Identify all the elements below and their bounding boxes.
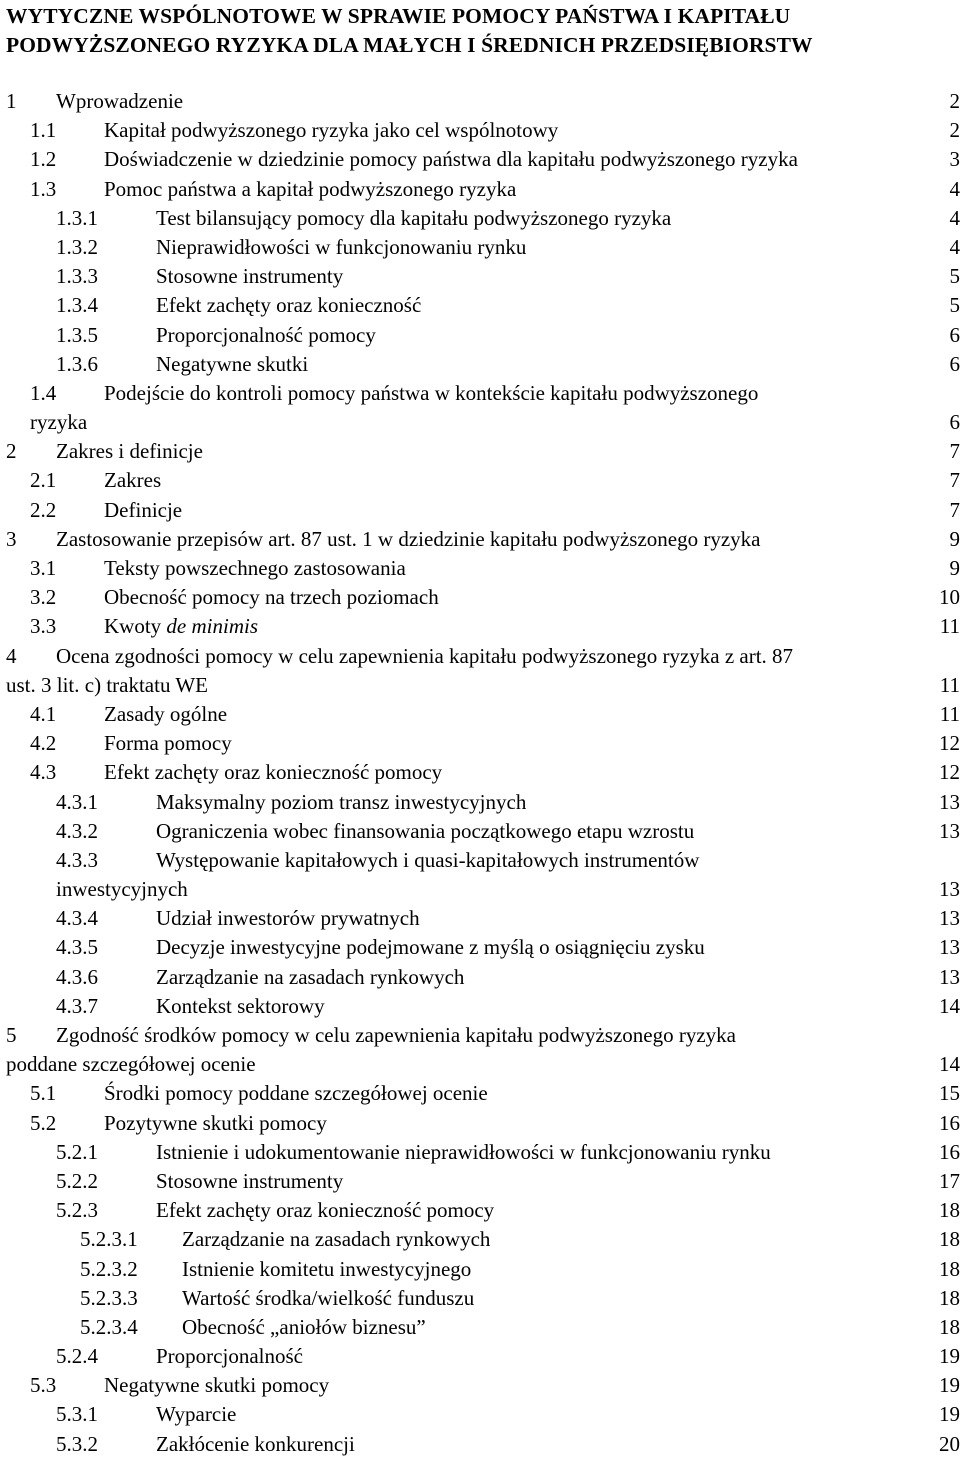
toc-entry-title [156,1196,494,1225]
toc-entry-title [104,1371,329,1400]
toc-entry-page-number: 2 [950,87,960,116]
toc-entry[interactable] [0,321,960,350]
toc-entry-title-text: Ocena zgodności pomocy w celu zapewnienia kapitału podwyższonego ryzyka z art. 87 [56,644,793,668]
toc-entry-page-number: 19 [939,1400,960,1429]
toc-entry-title-text: Efekt zachęty oraz konieczność pomocy [104,760,442,784]
toc-entry-number: 5.2.3.3 [80,1284,138,1313]
toc-entry-title-text: Wprowadzenie [56,89,183,113]
toc-entry-title [104,175,516,204]
toc-entry-page-number: 11 [940,671,960,700]
toc-entry-title-text: Kontekst sektorowy [156,994,325,1018]
toc-entry-page-number: 4 [950,175,960,204]
toc-entry-title-text: Zasady ogólne [104,702,227,726]
toc-entry-page-number: 9 [950,554,960,583]
toc-entry[interactable] [0,642,960,671]
toc-entry-number: 4.3.2 [56,817,98,846]
toc-entry-title [156,1400,236,1429]
toc-entry-title-text: Zastosowanie przepisów art. 87 ust. 1 w dziedzinie kapitału podwyższonego ryzyka [56,527,760,551]
toc-entry-number: 3 [6,525,17,554]
toc-entry-title-text: Kwoty [104,614,166,638]
toc-entry[interactable] [0,612,960,641]
toc-entry-title [30,408,87,437]
toc-entry[interactable] [0,583,960,612]
toc-entry-number: 3.2 [30,583,56,612]
toc-entry[interactable] [0,1079,960,1108]
toc-entry-title [156,992,325,1021]
toc-entry[interactable] [0,1196,960,1225]
toc-entry-title-text: Zarządzanie na zasadach rynkowych [156,965,464,989]
toc-entry[interactable] [0,1109,960,1138]
toc-entry[interactable] [0,933,960,962]
toc-entry-number: 4.3.3 [56,846,98,875]
toc-entry[interactable] [0,1430,960,1459]
toc-entry-number: 4.3 [30,758,56,787]
toc-entry[interactable] [0,145,960,174]
toc-entry-number: 5.2.3.1 [80,1225,138,1254]
toc-entry-title [156,846,699,875]
toc-entry-title-text: Pozytywne skutki pomocy [104,1111,327,1135]
toc-entry-page-number: 16 [939,1109,960,1138]
toc-entry-title [156,1342,303,1371]
toc-entry-title [182,1255,471,1284]
toc-entry[interactable] [0,729,960,758]
toc-entry-title-text: Efekt zachęty oraz konieczność [156,293,421,317]
toc-entry-number: 1.3.5 [56,321,98,350]
toc-entry-title-text: Zakres i definicje [56,439,203,463]
toc-entry-title [182,1284,474,1313]
toc-entry[interactable] [0,1400,960,1429]
toc-entry-number: 5.2.2 [56,1167,98,1196]
toc-entry-number: 4.3.7 [56,992,98,1021]
toc-entry-number: 1.3.2 [56,233,98,262]
toc-entry-title [156,1167,343,1196]
toc-entry-title [156,817,694,846]
toc-entry-title [156,233,526,262]
toc-entry-number: 1 [6,87,17,116]
toc-entry-title-text: Obecność „aniołów biznesu” [182,1315,426,1339]
toc-entry-number: 3.1 [30,554,56,583]
toc-entry-page-number: 18 [939,1225,960,1254]
toc-entry-title-text: Ograniczenia wobec finansowania początkowego etapu wzrostu [156,819,694,843]
toc-entry-title-text: Stosowne instrumenty [156,1169,343,1193]
toc-entry-title-text: Test bilansujący pomocy dla kapitału podwyższonego ryzyka [156,206,671,230]
toc-entry-page-number: 6 [950,408,960,437]
toc-entry-number: 5.2.4 [56,1342,98,1371]
toc-entry-number: 4.3.1 [56,788,98,817]
toc-entry-title [56,437,203,466]
toc-entry-number: 5 [6,1021,17,1050]
toc-entry-page-number: 11 [940,612,960,641]
toc-entry[interactable] [0,700,960,729]
toc-entry[interactable] [0,1138,960,1167]
toc-entry[interactable] [0,875,960,904]
toc-entry-title-text: Obecność pomocy na trzech poziomach [104,585,439,609]
toc-entry-title [104,612,258,641]
toc-entry-title-text: Proporcjonalność pomocy [156,323,376,347]
toc-entry-title-text: Doświadczenie w dziedzinie pomocy państwa dla kapitału podwyższonego ryzyka [104,147,798,171]
toc-entry-number: 4.3.4 [56,904,98,933]
toc-entry-page-number: 7 [950,496,960,525]
toc-entry[interactable] [0,116,960,145]
toc-entry[interactable] [0,904,960,933]
toc-entry-title [156,1430,355,1459]
toc-entry-title [104,379,758,408]
toc-entry[interactable] [0,963,960,992]
toc-entry[interactable] [0,87,960,116]
toc-entry-page-number: 11 [940,700,960,729]
toc-entry-title-text: Forma pomocy [104,731,232,755]
toc-entry-title [104,466,161,495]
title-line-2: PODWYŻSZONEGO RYZYKA DLA MAŁYCH I ŚREDNICH PRZEDSIĘBIORSTW [6,31,960,60]
toc-entry-page-number: 15 [939,1079,960,1108]
toc-entry-page-number: 7 [950,437,960,466]
toc-entry-title-text: Zgodność środków pomocy w celu zapewnienia kapitału podwyższonego ryzyka [56,1023,736,1047]
toc-entry-number: 4 [6,642,17,671]
toc-entry-title-text: Stosowne instrumenty [156,264,343,288]
toc-entry[interactable] [0,1371,960,1400]
toc-entry[interactable] [0,408,960,437]
toc-entry-title-text: Nieprawidłowości w funkcjonowaniu rynku [156,235,526,259]
toc-entry-page-number: 13 [939,963,960,992]
toc-entry[interactable] [0,379,960,408]
toc-entry-title-italic: de minimis [166,614,258,638]
toc-entry-title-text: ryzyka [30,410,87,434]
toc-entry-page-number: 3 [950,145,960,174]
toc-entry-page-number: 6 [950,321,960,350]
toc-entry[interactable] [0,992,960,1021]
toc-entry[interactable] [0,204,960,233]
toc-entry-title [104,583,439,612]
title-line-1: WYTYCZNE WSPÓLNOTOWE W SPRAWIE POMOCY PAŃSTWA I KAPITAŁU [6,2,960,31]
toc-entry[interactable] [0,233,960,262]
toc-entry-title-text: Środki pomocy poddane szczegółowej ocenie [104,1081,488,1105]
toc-entry-number: 5.3 [30,1371,56,1400]
toc-entry-title [182,1313,426,1342]
toc-entry-title-text: Istnienie komitetu inwestycyjnego [182,1257,471,1281]
toc-entry-number: 5.3.2 [56,1430,98,1459]
toc-entry-title-text: Zakres [104,468,161,492]
toc-entry-title-text: Kapitał podwyższonego ryzyka jako cel wspólnotowy [104,118,558,142]
table-of-contents [0,87,960,1459]
toc-entry-page-number: 7 [950,466,960,495]
toc-entry-page-number: 16 [939,1138,960,1167]
toc-entry-number: 1.4 [30,379,56,408]
toc-entry-page-number: 17 [939,1167,960,1196]
toc-entry[interactable] [0,1255,960,1284]
toc-entry-title [156,204,671,233]
toc-entry-number: 4.3.5 [56,933,98,962]
toc-entry-page-number: 18 [939,1284,960,1313]
toc-entry-page-number: 13 [939,875,960,904]
toc-entry-page-number: 10 [939,583,960,612]
toc-entry[interactable] [0,525,960,554]
toc-entry-title-text: Wyparcie [156,1402,236,1426]
toc-entry[interactable] [0,671,960,700]
toc-entry-page-number: 4 [950,233,960,262]
toc-entry-title [56,642,793,671]
toc-entry-number: 3.3 [30,612,56,641]
toc-entry-title [56,1021,736,1050]
toc-entry-page-number: 13 [939,933,960,962]
toc-entry-page-number: 9 [950,525,960,554]
toc-entry-title-text: Zarządzanie na zasadach rynkowych [182,1227,490,1251]
toc-entry-title-text: Teksty powszechnego zastosowania [104,556,406,580]
toc-entry-title [104,145,798,174]
toc-entry-title [56,525,760,554]
toc-entry-page-number: 18 [939,1196,960,1225]
toc-entry-title [156,904,420,933]
toc-entry-number: 4.3.6 [56,963,98,992]
toc-entry-title-text: Proporcjonalność [156,1344,303,1368]
toc-entry-title-text: Udział inwestorów prywatnych [156,906,420,930]
toc-entry-number: 1.2 [30,145,56,174]
toc-entry-title [104,1109,327,1138]
toc-entry-page-number: 5 [950,291,960,320]
toc-entry-title-text: Negatywne skutki pomocy [104,1373,329,1397]
toc-entry[interactable] [0,1313,960,1342]
toc-entry-number: 5.2.3.4 [80,1313,138,1342]
toc-entry-title [104,1079,488,1108]
toc-entry-title-text: Występowanie kapitałowych i quasi-kapitałowych instrumentów [156,848,699,872]
document-title [6,2,960,60]
toc-entry-title [156,1138,771,1167]
toc-entry-title [104,116,558,145]
toc-entry[interactable] [0,466,960,495]
toc-entry-page-number: 20 [939,1430,960,1459]
toc-entry-title-text: inwestycyjnych [56,877,188,901]
toc-entry-title [56,875,188,904]
toc-entry[interactable] [0,437,960,466]
toc-entry-title [56,87,183,116]
toc-entry-title-text: Pomoc państwa a kapitał podwyższonego ryzyka [104,177,516,201]
toc-entry-title-text: Wartość środka/wielkość funduszu [182,1286,474,1310]
toc-entry-title [156,933,705,962]
toc-entry[interactable] [0,1021,960,1050]
toc-entry[interactable] [0,846,960,875]
toc-entry[interactable] [0,291,960,320]
toc-entry[interactable] [0,788,960,817]
toc-entry-number: 4.1 [30,700,56,729]
toc-entry-title [156,321,376,350]
toc-entry-number: 1.3.3 [56,262,98,291]
toc-entry-page-number: 18 [939,1313,960,1342]
toc-entry-page-number: 13 [939,817,960,846]
toc-entry-page-number: 13 [939,904,960,933]
toc-entry-number: 1.3.1 [56,204,98,233]
toc-entry-number: 1.3.6 [56,350,98,379]
toc-entry-title-text: ust. 3 lit. c) traktatu WE [6,673,208,697]
toc-entry-page-number: 18 [939,1255,960,1284]
toc-entry[interactable] [0,554,960,583]
toc-entry-title-text: Maksymalny poziom transz inwestycyjnych [156,790,526,814]
toc-entry-title [6,671,208,700]
toc-entry-title-text: Istnienie i udokumentowanie nieprawidłowości w funkcjonowaniu rynku [156,1140,771,1164]
toc-entry-number: 2 [6,437,17,466]
toc-entry-page-number: 2 [950,116,960,145]
toc-entry-title [156,291,421,320]
toc-entry-title [156,262,343,291]
toc-entry-title [156,963,464,992]
toc-entry[interactable] [0,1342,960,1371]
toc-entry-page-number: 12 [939,729,960,758]
toc-entry-title [156,788,526,817]
toc-entry-number: 5.2.1 [56,1138,98,1167]
toc-entry[interactable] [0,1167,960,1196]
toc-entry-number: 5.2.3 [56,1196,98,1225]
toc-entry-title [182,1225,490,1254]
toc-entry-title-text: Podejście do kontroli pomocy państwa w kontekście kapitału podwyższonego [104,381,758,405]
toc-entry-number: 5.3.1 [56,1400,98,1429]
toc-entry-page-number: 19 [939,1342,960,1371]
toc-entry-number: 2.1 [30,466,56,495]
toc-entry[interactable] [0,175,960,204]
toc-entry-title [104,729,232,758]
toc-entry[interactable] [0,1284,960,1313]
toc-entry-page-number: 5 [950,262,960,291]
toc-entry-number: 1.3.4 [56,291,98,320]
toc-entry[interactable] [0,1050,960,1079]
toc-entry-title-text: Decyzje inwestycyjne podejmowane z myślą o osiągnięciu zysku [156,935,705,959]
toc-entry-title-text: Negatywne skutki [156,352,308,376]
toc-entry-title [6,1050,256,1079]
toc-entry-number: 1.1 [30,116,56,145]
toc-entry-title [104,496,182,525]
toc-entry-title-text: Efekt zachęty oraz konieczność pomocy [156,1198,494,1222]
toc-entry[interactable] [0,758,960,787]
toc-entry[interactable] [0,350,960,379]
toc-entry-title [104,758,442,787]
toc-entry-title [156,350,308,379]
toc-entry-number: 1.3 [30,175,56,204]
toc-entry-page-number: 12 [939,758,960,787]
toc-entry-title-text: poddane szczegółowej ocenie [6,1052,256,1076]
toc-entry-number: 5.2.3.2 [80,1255,138,1284]
toc-entry-number: 2.2 [30,496,56,525]
toc-entry-page-number: 19 [939,1371,960,1400]
toc-entry-page-number: 13 [939,788,960,817]
toc-entry-number: 5.2 [30,1109,56,1138]
toc-entry[interactable] [0,817,960,846]
toc-entry-title-text: Definicje [104,498,182,522]
toc-entry-page-number: 4 [950,204,960,233]
toc-entry-number: 5.1 [30,1079,56,1108]
toc-entry-title [104,700,227,729]
toc-entry[interactable] [0,262,960,291]
toc-entry-number: 4.2 [30,729,56,758]
toc-entry-page-number: 14 [939,992,960,1021]
toc-entry[interactable] [0,496,960,525]
toc-entry-title-text: Zakłócenie konkurencji [156,1432,355,1456]
toc-entry-title [104,554,406,583]
toc-entry-page-number: 14 [939,1050,960,1079]
toc-entry-page-number: 6 [950,350,960,379]
toc-entry[interactable] [0,1225,960,1254]
